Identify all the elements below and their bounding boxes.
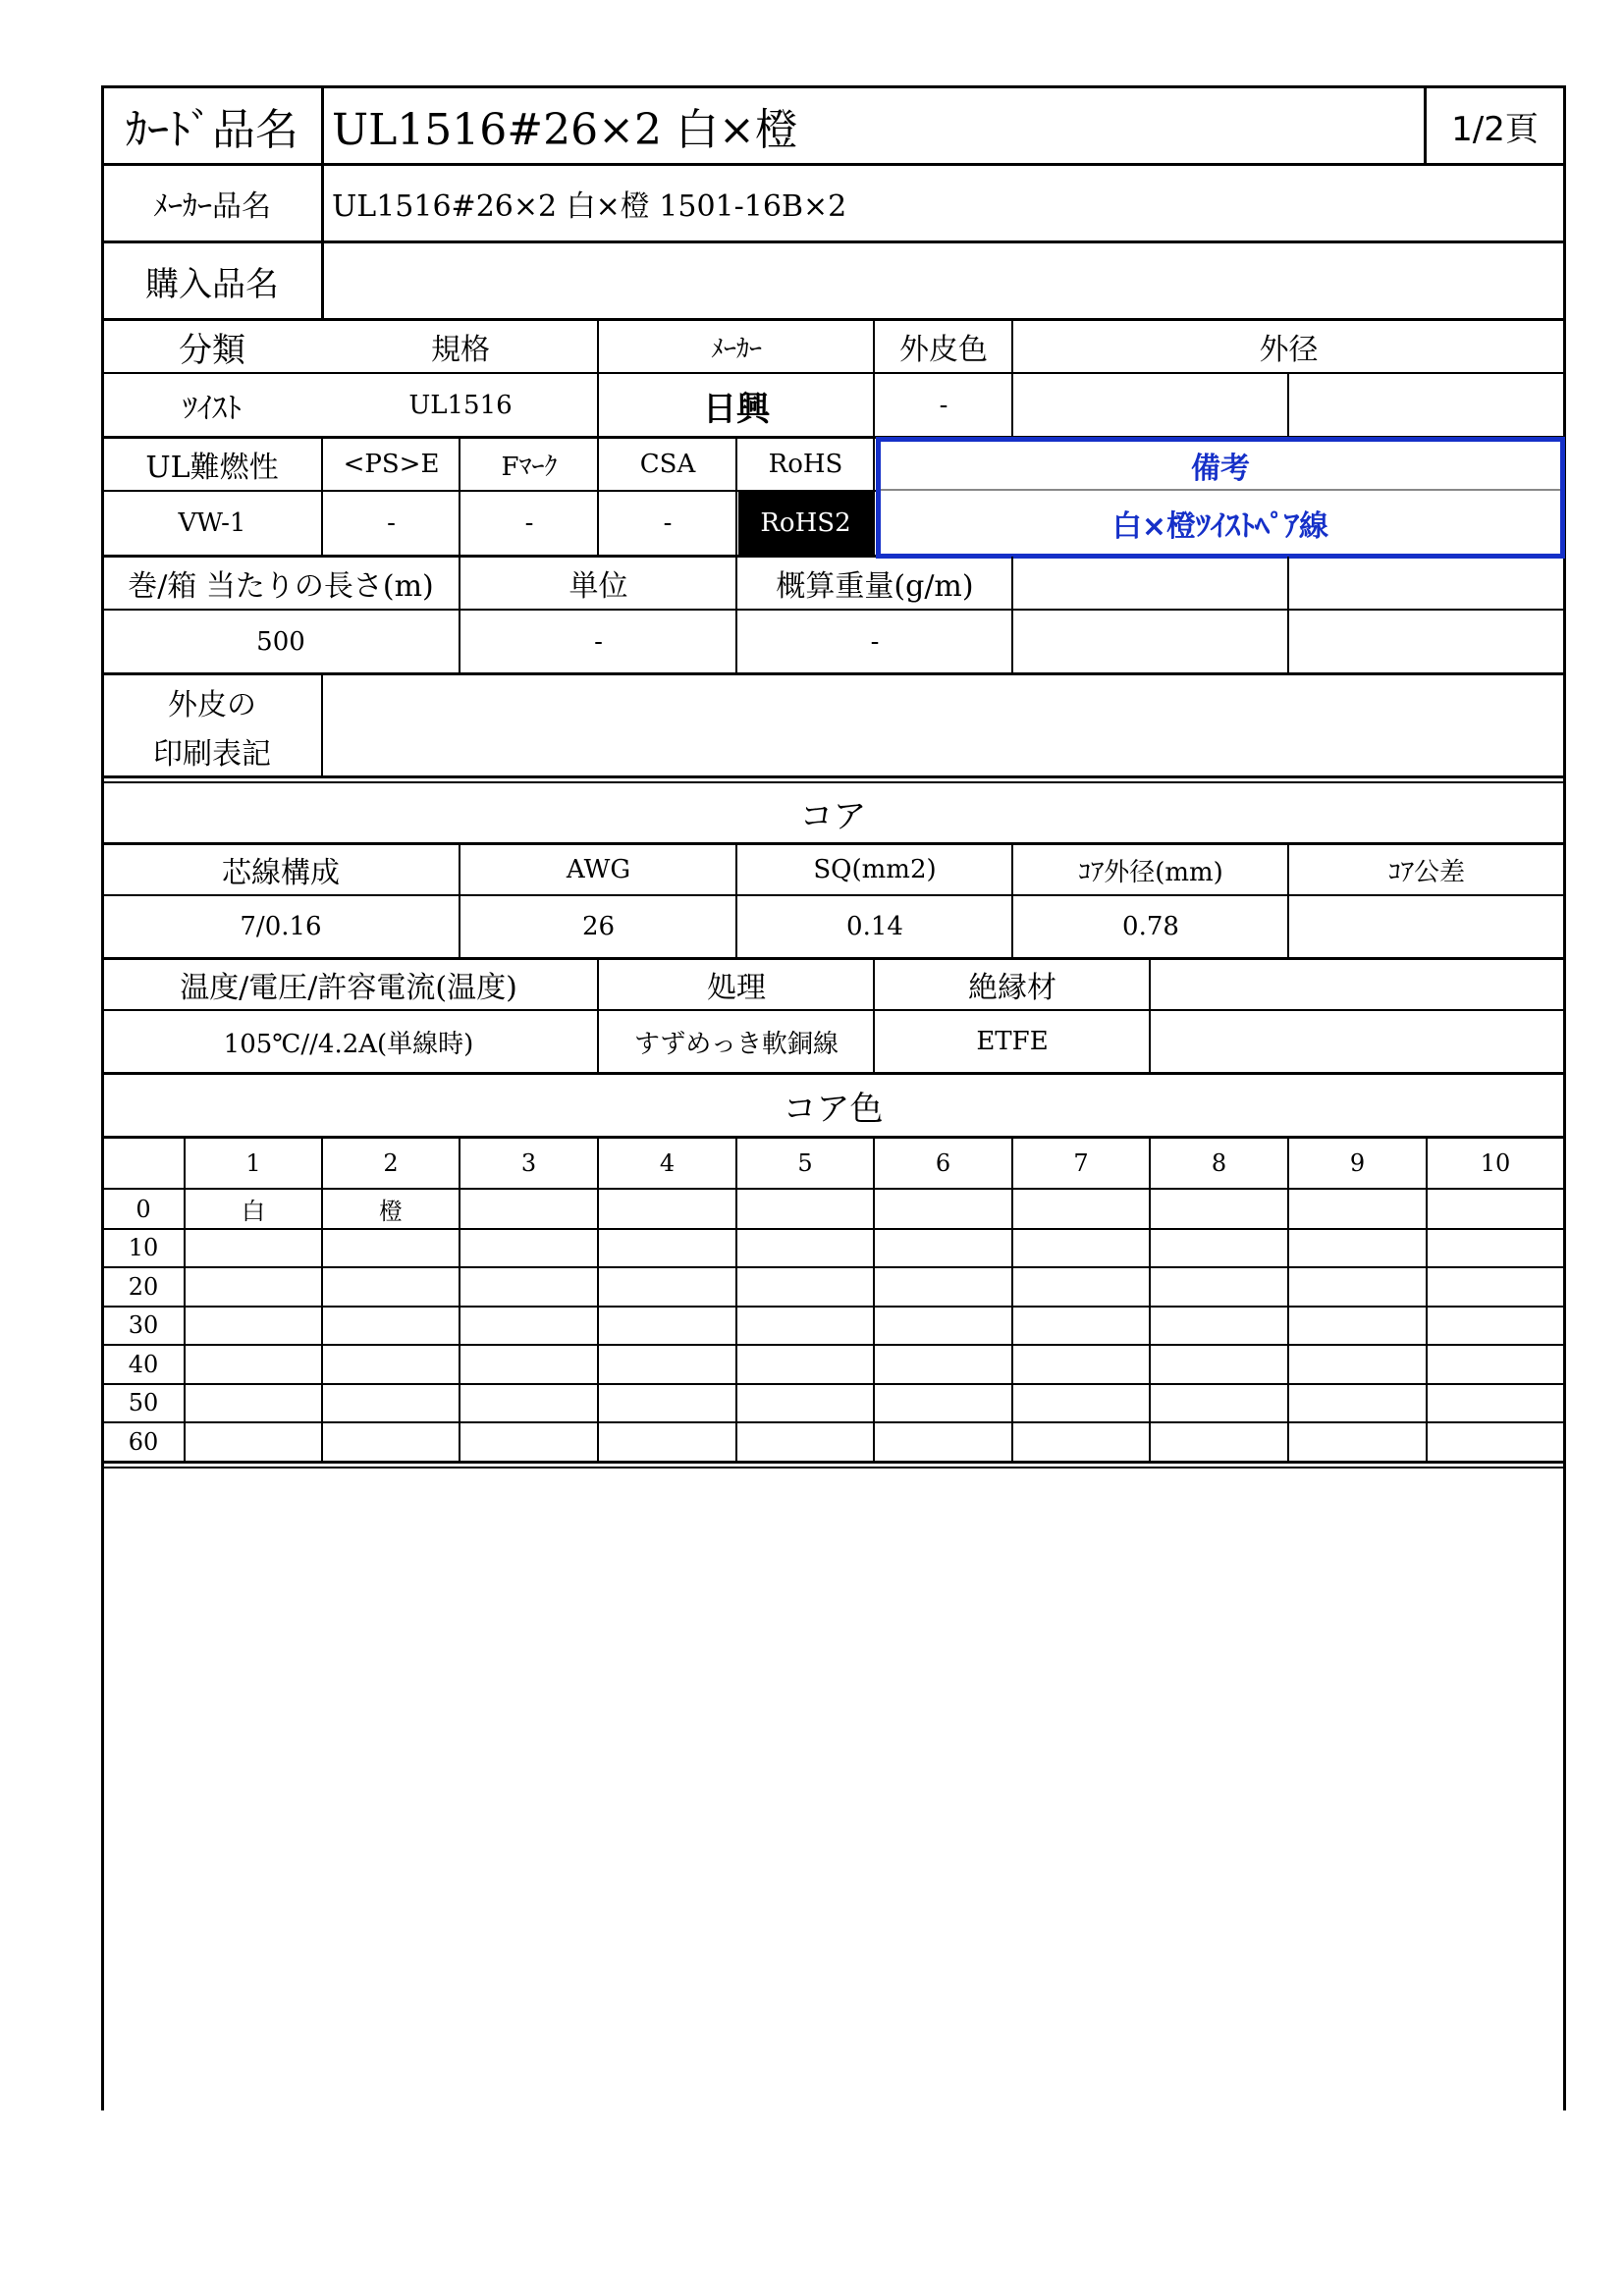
maker-header: ﾒｰｶｰ (710, 334, 762, 364)
core-color-row-label: 30 (128, 1311, 159, 1340)
core-color-column-header: 6 (935, 1149, 951, 1177)
temperature-value: 105℃//4.2A(単線時) (223, 1029, 474, 1059)
card-name-label: ｶｰﾄﾞ品名 (126, 105, 298, 155)
core-color-cell (1013, 1307, 1149, 1346)
core-color-cell (460, 1384, 597, 1423)
core-color-cell (1151, 1307, 1287, 1346)
standard-header: 規格 (431, 333, 490, 367)
core-color-column-header: 2 (383, 1149, 399, 1177)
core-color-cell (737, 1384, 873, 1423)
core-color-cell (1151, 1190, 1287, 1229)
weight-header: 概算重量(g/m) (776, 569, 974, 604)
core-color-cell (323, 1267, 459, 1307)
maker-value: 日興 (703, 389, 770, 429)
core-color-row-label: 60 (128, 1427, 159, 1456)
core-color-cell (1428, 1267, 1563, 1307)
core-color-cell: 白 (242, 1198, 265, 1226)
card-name-value: UL1516#26×2 白×橙 (332, 105, 798, 155)
length-value: 500 (256, 627, 305, 657)
core-color-cell (1013, 1422, 1149, 1462)
core-color-cell (1428, 1190, 1563, 1229)
core-color-cell (1289, 1384, 1426, 1423)
core-color-cell: 橙 (379, 1198, 403, 1226)
core-color-cell (1428, 1422, 1563, 1462)
treatment-header: 処理 (707, 971, 766, 1005)
core-color-cell (1428, 1307, 1563, 1346)
core-color-cell (186, 1267, 321, 1307)
core-color-cell (1289, 1307, 1426, 1346)
core-color-cell (599, 1345, 735, 1384)
core-color-column-header: 7 (1073, 1149, 1089, 1177)
remarks-value: 白×橙ﾂｲｽﾄﾍﾟｱ線 (1111, 508, 1329, 544)
awg-value: 26 (581, 912, 616, 941)
core-color-cell (323, 1422, 459, 1462)
core-diameter-value: 0.78 (1122, 912, 1179, 941)
rohs-header: RoHS (768, 450, 843, 479)
core-color-column-header: 4 (659, 1149, 676, 1177)
treatment-value: すずめっき軟銅線 (633, 1029, 839, 1059)
core-color-cell (1013, 1267, 1149, 1307)
core-color-cell (1013, 1190, 1149, 1229)
core-color-cell (186, 1229, 321, 1268)
print-label-line2: 印刷表記 (153, 737, 271, 772)
weight-value: - (870, 627, 880, 657)
unit-value: - (594, 627, 603, 657)
fmark-value: - (524, 508, 534, 538)
standard-value: UL1516 (408, 391, 513, 420)
core-color-cell (737, 1345, 873, 1384)
core-section-title: コア (799, 796, 867, 836)
core-color-cell (875, 1190, 1011, 1229)
core-color-cell (599, 1190, 735, 1229)
core-color-column-header: 9 (1349, 1149, 1366, 1177)
core-color-column-header: 1 (245, 1149, 261, 1177)
core-color-column-header: 5 (797, 1149, 813, 1177)
core-color-cell (875, 1384, 1011, 1423)
core-color-cell (1289, 1422, 1426, 1462)
core-color-cell (460, 1307, 597, 1346)
core-color-cell (460, 1422, 597, 1462)
core-color-cell (737, 1229, 873, 1268)
ul-flame-header: UL難燃性 (145, 451, 279, 485)
core-color-cell (323, 1384, 459, 1423)
core-color-cell (599, 1422, 735, 1462)
csa-header: CSA (639, 450, 696, 479)
core-color-cell (599, 1384, 735, 1423)
fmark-header: Fﾏｰｸ (501, 452, 558, 482)
pse-header: <PS>E (343, 450, 440, 479)
core-color-cell (599, 1267, 735, 1307)
maker-name-value: UL1516#26×2 白×橙 1501-16B×2 (332, 189, 847, 224)
pse-value: - (387, 508, 396, 538)
core-color-cell (1289, 1190, 1426, 1229)
purchase-name-label: 購入品名 (145, 264, 279, 304)
page-indicator: 1/2頁 (1451, 109, 1539, 149)
ul-flame-value: VW-1 (178, 508, 246, 538)
jacket-color-header: 外皮色 (899, 333, 988, 367)
awg-header: AWG (566, 855, 631, 884)
core-color-cell (1013, 1345, 1149, 1384)
core-color-row-label: 10 (128, 1234, 159, 1262)
core-color-cell (1289, 1267, 1426, 1307)
core-color-cell (1013, 1229, 1149, 1268)
remarks-header: 備考 (1191, 452, 1250, 486)
core-color-cell (323, 1229, 459, 1268)
core-color-title: コア色 (783, 1089, 884, 1129)
sq-value: 0.14 (846, 912, 903, 941)
core-color-row-label: 20 (128, 1272, 159, 1301)
core-color-cell (1013, 1384, 1149, 1423)
core-color-cell (737, 1190, 873, 1229)
purchase-name-value (324, 243, 1563, 318)
insulation-header: 絶縁材 (968, 971, 1056, 1005)
core-color-cell (875, 1229, 1011, 1268)
core-color-column-header: 10 (1480, 1149, 1511, 1177)
core-color-cell (1428, 1229, 1563, 1268)
core-color-cell (1428, 1345, 1563, 1384)
core-color-cell (186, 1307, 321, 1346)
core-color-row-label: 0 (135, 1195, 151, 1223)
core-color-cell (875, 1307, 1011, 1346)
sq-header: SQ(mm2) (813, 855, 937, 884)
unit-header: 単位 (568, 569, 628, 604)
core-color-cell (737, 1267, 873, 1307)
class-header: 分類 (179, 330, 245, 370)
core-color-cell (737, 1422, 873, 1462)
core-color-cell (1289, 1229, 1426, 1268)
core-color-cell (1151, 1384, 1287, 1423)
core-color-cell (875, 1267, 1011, 1307)
csa-value: - (663, 508, 673, 538)
core-color-cell (1151, 1229, 1287, 1268)
strand-value: 7/0.16 (240, 912, 322, 941)
insulation-value: ETFE (976, 1027, 1049, 1056)
core-diameter-header: ｺｱ外径(mm) (1078, 857, 1223, 887)
core-color-cell (1289, 1345, 1426, 1384)
outer-diameter-header: 外径 (1259, 333, 1319, 367)
length-header: 巻/箱 当たりの長さ(m) (128, 569, 434, 604)
print-label-line1: 外皮の (168, 688, 256, 722)
core-color-row-label: 50 (128, 1389, 159, 1417)
core-tolerance-header: ｺｱ公差 (1387, 857, 1465, 887)
rohs-value: RoHS2 (738, 492, 873, 555)
core-color-cell (875, 1345, 1011, 1384)
class-value: ﾂｲｽﾄ (183, 392, 242, 426)
maker-name-label: ﾒｰｶｰ品名 (153, 189, 271, 224)
core-color-cell (1151, 1267, 1287, 1307)
core-color-cell (1428, 1384, 1563, 1423)
core-color-cell (186, 1422, 321, 1462)
core-color-cell (599, 1307, 735, 1346)
core-color-cell (460, 1345, 597, 1384)
core-color-column-header: 8 (1211, 1149, 1227, 1177)
core-color-cell (875, 1422, 1011, 1462)
core-color-cell (1151, 1345, 1287, 1384)
core-color-cell (186, 1384, 321, 1423)
core-color-cell (323, 1345, 459, 1384)
core-color-cell (460, 1267, 597, 1307)
core-color-cell (460, 1229, 597, 1268)
core-color-row-label: 40 (128, 1350, 159, 1378)
temperature-header: 温度/電圧/許容電流(温度) (180, 971, 517, 1005)
core-color-cell (323, 1307, 459, 1346)
core-color-cell (599, 1229, 735, 1268)
jacket-color-value: - (939, 391, 948, 420)
core-color-column-header: 3 (520, 1149, 537, 1177)
strand-header: 芯線構成 (222, 856, 340, 890)
core-color-cell (460, 1190, 597, 1229)
core-color-cell (186, 1345, 321, 1384)
core-color-cell (1151, 1422, 1287, 1462)
core-color-cell (737, 1307, 873, 1346)
